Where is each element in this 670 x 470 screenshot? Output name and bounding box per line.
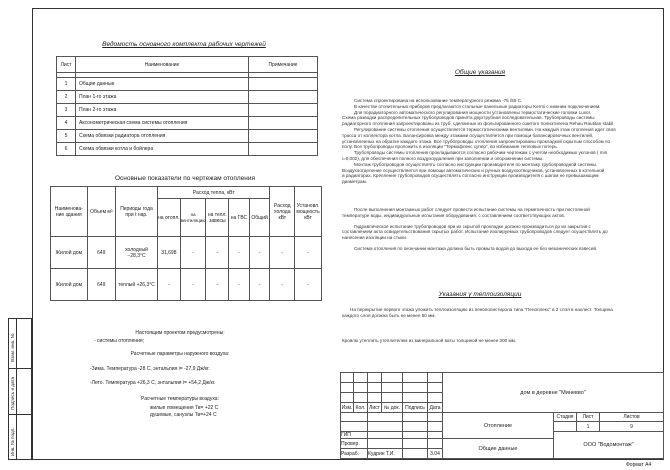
- notes-indoor-temps: Расчетные температуры воздуха:: [141, 396, 219, 402]
- indicators-header-name: Наименова-ние здания: [51, 187, 88, 237]
- general-text: Система спроектирована на использование температурного режима -75 /55 С. В качестве отопительных приборов предлагаются стальные панельные радиаторы Kermi с нижним подключением. Для порадиаторного автоматического регулирования мощности установлены термостатические головки Luxor. Схема разводки распределительных трубопроводов принята двухтрубная последовательная. Трубопроводы системы радиаторного отопления запроектированы из труб, сделанных из фольгированного сшитого полиэтилена Rehau Rautitan stabil. Регулирование системы отопления осуществляется термостатическими вентилями. На каждый этаж отопления идет своя трасса от коллектора котла. Балансировка между этажами осуществляется при помощи балансировочных вентилей, установленных на обратке каждого этажа. Все трубопроводы отопления запроектированы прокладкой скрытым способом по полу. Все трубопроводы проложить в изоляции "Термофлекс супер", во избежание тепловых потерь. Трубопроводы системы отопления прокладываются согласно рабочим чертежам с учетом необходимых уклонов ( min i=0,002), для обеспечения полного воздухоудаления при заполнении и опорожнении системы. Монтаж трубопроводов осуществлять согласно инструкции производителя по монтажу трубопроводной системы. Воздухоотделение осуществляется при помощи автоматических и ручных воздухоотводчиков, установленных в котельной и радиаторах. Крепление трубопроводов осуществлять согласно инструкции производителя с шагом не превышающим диаметрам. После выполнения монтажных работ следует провести испытание системы на герметичность при постоянной температуре воды, индивидуальные испытания оборудования; с составлением соответствующих актов. Гидравлическое испытание трубопроводов при их скрытой прокладке должно производиться до их закрытия с составлением акта освидетельствования скрытых работ. Испытание изолируемых трубопроводов следует осуществлять до нанесения изоляции на стыки. Система отопления по окончании монтажа должна быть промыта водой до выхода ее без механических взвесей.: [342, 98, 616, 251]
- indicators-header-cold: Расход холода кВт: [270, 187, 295, 237]
- indicators-header-heating: на отопл.: [158, 199, 181, 237]
- indicators-header-volume: Объем м³: [87, 187, 115, 237]
- sheets-table: [56, 56, 318, 156]
- side-stamp-sign-date: Подпись и дата: [10, 376, 15, 410]
- sheets-table-title: Ведомость основного комплекта рабочих чертежей: [102, 41, 266, 48]
- indicators-header-gvs: на ГВС: [229, 199, 249, 237]
- table-row: 6 Схема обвязки котла и бойлера: [57, 143, 318, 156]
- title-col-izm: Изм.: [341, 404, 353, 411]
- notes-provided: Настоящим проектом предусмотрены:: [135, 330, 225, 336]
- indicators-header-periods: Периоды года при t нар.: [115, 187, 157, 237]
- notes-living-rooms: жилые помещения Тв= +22 С: [150, 405, 219, 411]
- table-row: Жилой дом 649 теплый +26,3°С - - - - - - -: [51, 269, 322, 301]
- indicators-header-power: Установл. мощность кВт: [295, 187, 322, 237]
- side-stamp-replace-inv: Взам. инв. №: [10, 333, 15, 362]
- title-razrab: Разраб.: [341, 449, 368, 459]
- title-lists-header: Листов: [600, 413, 664, 422]
- title-col-ndoc: № док.: [382, 403, 403, 413]
- indicators-header-curtains: на тепл. завесы: [206, 199, 229, 237]
- title-prover: Провер.: [341, 439, 368, 449]
- general-title: Общие указания: [454, 69, 506, 76]
- title-col-date: Дата: [429, 404, 441, 411]
- title-sheet-name: Общие данные: [443, 439, 554, 459]
- indicators-table: [50, 186, 322, 301]
- sheets-header-note: Примечание: [249, 57, 318, 73]
- table-row: 1 Общие данные: [57, 78, 318, 91]
- table-row: 2 План 1-го этажа: [57, 91, 318, 104]
- indicators-header-total: Общий: [249, 199, 270, 237]
- insulation-title: Указания у теплоизоляции: [438, 291, 522, 298]
- insulation-text: На перекрытие первого этажа уложить теплоизоляцию из пенополистирола типа "Пеноплекс" в 2 слоя в нахлест. Толщина каждого слоя должна быть не менее 50 мм.: [342, 307, 613, 318]
- title-lists-value: 9: [600, 422, 664, 432]
- notes-winter: -Зима. Температура -28 С, энтальпия i= -27,9 Дж/кг.: [90, 366, 210, 372]
- indicators-header-heat: Расход тепла, кВт: [158, 187, 270, 199]
- notes-outdoor-params: Расчетные параметры наружного воздуха:: [130, 351, 230, 357]
- title-section: Отопление: [443, 413, 554, 439]
- insulation-roof: Кровлю утеплить утеплителем из минеральной ваты толщиной не менее 200 мм.: [342, 338, 517, 343]
- title-razrab-name: Кудрин Т.И.: [368, 449, 403, 459]
- title-col-kol: Кол.: [354, 403, 368, 413]
- indicators-header-vent: на вентиляцию: [180, 199, 206, 237]
- title-stage-header: Стадия: [554, 413, 577, 422]
- title-list-value: 1: [577, 422, 600, 432]
- title-block: [340, 372, 664, 459]
- title-gip: ГИП: [341, 432, 368, 439]
- notes-summer: -Лето. Температура +26,3 С, энтальпия i= +54,2 Дж/кг.: [90, 380, 216, 386]
- title-col-sign: Подпись: [403, 403, 428, 413]
- sheets-header-num: Лист: [57, 57, 76, 73]
- notes-systems: - системы отопления;: [94, 338, 145, 344]
- table-row: 3 План 2-го этажа: [57, 104, 318, 117]
- table-row: 4 Аксонометрическая схема системы отопления: [57, 117, 318, 130]
- side-stamp-inv-original: Инв. № подл.: [10, 427, 15, 456]
- format-label: Формат А4: [626, 462, 652, 468]
- title-razrab-date: 3.04: [428, 449, 443, 459]
- notes-bathrooms: душевые, санузлы Тв=+24 С: [150, 412, 217, 418]
- table-row: 5 Схема обвязки радиатора отопления: [57, 130, 318, 143]
- title-project: дом в деревне "Миневво": [443, 373, 664, 413]
- title-list-header: Лист: [577, 413, 600, 422]
- title-company: ООО "Водомонтаж": [554, 432, 664, 459]
- title-col-list: Лист: [369, 404, 380, 411]
- indicators-title: Основные показатели по чертежам отопления: [114, 175, 256, 182]
- table-row: Жилой дом 649 холодный −28,3°С 31,698 - - - - - -: [51, 237, 322, 269]
- sheets-header-name: Наименование: [76, 57, 249, 73]
